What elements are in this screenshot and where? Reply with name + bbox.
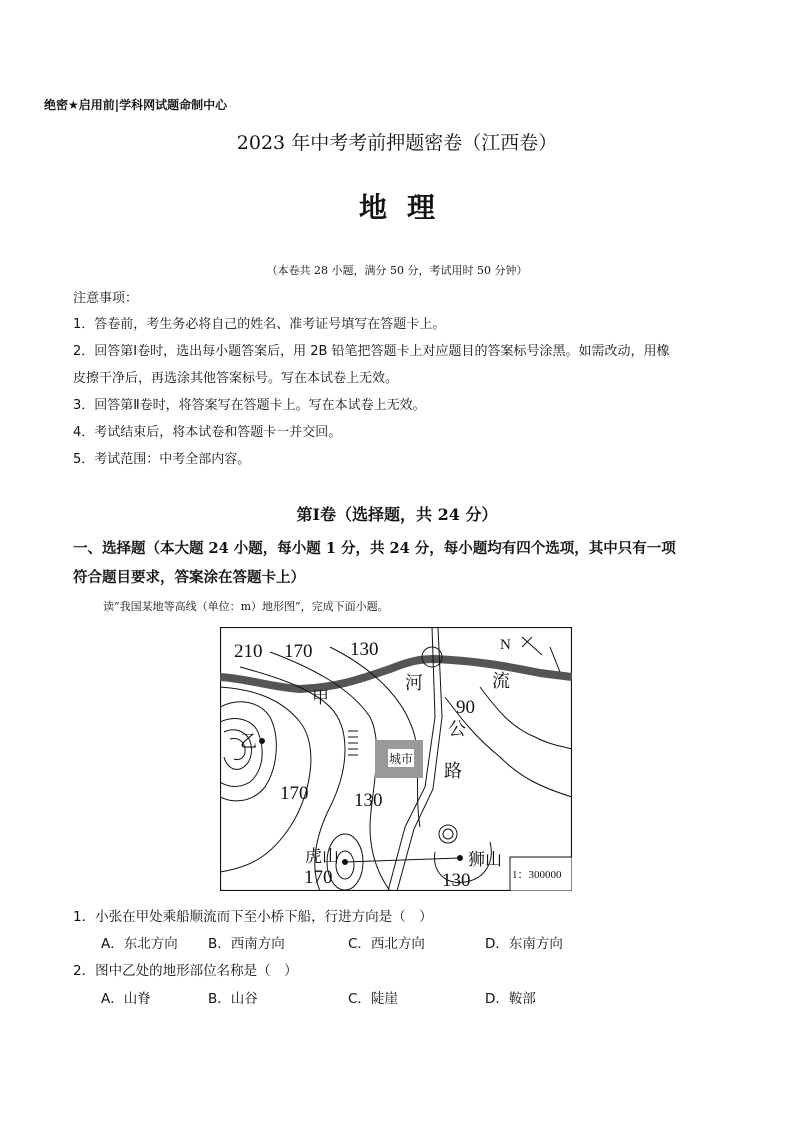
note-item: 皮擦干净后，再选涂其他答案标号。写在本试卷上无效。 xyxy=(73,371,399,386)
question-2-option-a[interactable]: A．山脊 xyxy=(101,991,151,1007)
label-shishan: 狮山 xyxy=(468,850,502,869)
question-2-option-c[interactable]: C．陡崖 xyxy=(348,991,398,1007)
question-2-option-b[interactable]: B．山谷 xyxy=(208,991,258,1007)
label-130-bottom: 130 xyxy=(442,870,471,891)
note-item: 3．回答第Ⅱ卷时，将答案写在答题卡上。写在本试卷上无效。 xyxy=(73,398,426,413)
label-210: 210 xyxy=(234,641,263,662)
contour-line xyxy=(439,825,457,843)
subject-title: 地理 xyxy=(358,191,455,224)
question-2-stem: 2．图中乙处的地形部位名称是（ ） xyxy=(73,963,298,979)
label-170-mid: 170 xyxy=(280,783,309,804)
contour-line xyxy=(443,829,453,839)
exam-title: 2023 年中考考前押题密卷（江西卷） xyxy=(236,132,558,154)
label-river-he: 河 xyxy=(405,673,423,693)
label-lu: 路 xyxy=(444,761,462,781)
question-1-option-b[interactable]: B．西南方向 xyxy=(208,936,285,952)
question-1-option-d[interactable]: D．东南方向 xyxy=(485,936,563,952)
yi-point xyxy=(260,739,265,744)
label-gong: 公 xyxy=(448,719,466,739)
question-2-option-d[interactable]: D．鞍部 xyxy=(485,991,536,1007)
contour-line xyxy=(220,687,311,872)
question-1-stem: 1．小张在甲处乘船顺流而下至小桥下船，行进方向是（ ） xyxy=(73,909,433,925)
contour-line xyxy=(550,647,560,672)
note-item: 5．考试范围：中考全部内容。 xyxy=(73,452,251,467)
contour-line xyxy=(220,719,262,787)
note-item: 1．答卷前，考生务必将自己的姓名、准考证号填写在答题卡上。 xyxy=(73,317,446,332)
label-river-liu: 流 xyxy=(492,671,510,691)
label-yi: 乙 xyxy=(240,732,257,751)
confidential-tag: 绝密★启用前|学科网试题命制中心 xyxy=(44,98,228,112)
label-hushan: 虎山 xyxy=(305,847,339,866)
part-header-line: 一、选择题（本大题 24 小题，每小题 1 分，共 24 分，每小题均有四个选项，其中只有一项 xyxy=(73,540,676,557)
note-item: 4．考试结束后，将本试卷和答题卡一并交回。 xyxy=(73,425,342,440)
question-1-option-a[interactable]: A．东北方向 xyxy=(101,936,178,952)
question-intro: 读“我国某地等高线（单位：m）地形图”，完成下面小题。 xyxy=(103,600,389,613)
question-1-option-c[interactable]: C．西北方向 xyxy=(348,936,425,952)
contour-line xyxy=(480,687,572,749)
scale-label: 1：300000 xyxy=(512,869,562,881)
shishan-peak xyxy=(458,856,463,861)
north-arrow-line xyxy=(522,637,542,655)
notes-heading: 注意事项： xyxy=(73,291,139,306)
label-130-top: 130 xyxy=(350,639,379,660)
label-130-mid: 130 xyxy=(354,790,383,811)
section-title: 第Ⅰ卷（选择题，共 24 分） xyxy=(296,505,498,524)
part-header-line: 符合题目要求，答案涂在答题卡上） xyxy=(73,569,305,586)
label-170-bottom: 170 xyxy=(304,867,333,888)
north-label: N xyxy=(500,637,511,653)
note-item: 2．回答第Ⅰ卷时，选出每小题答案后，用 2B 铅笔把答题卡上对应题目的答案标号涂黑。如需改动，用橡 xyxy=(73,344,670,359)
label-90: 90 xyxy=(456,697,475,718)
exam-info: （本卷共 28 小题，满分 50 分，考试用时 50 分钟） xyxy=(266,264,528,277)
hushan-peak xyxy=(343,860,348,865)
label-city: 城市 xyxy=(389,752,414,766)
river xyxy=(220,659,572,689)
label-170-top: 170 xyxy=(284,641,313,662)
label-jia: 甲 xyxy=(312,688,329,707)
peak-connector xyxy=(345,858,460,862)
contour-map xyxy=(220,627,572,891)
